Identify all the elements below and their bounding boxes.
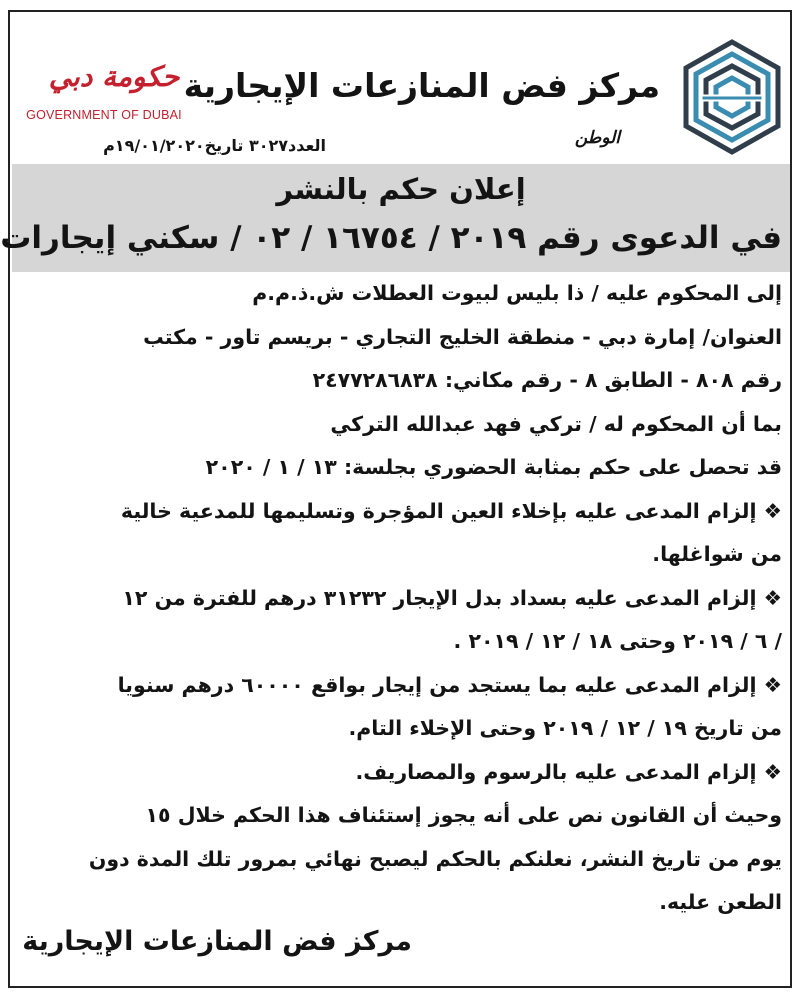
footer-signature: مركز فض المنازعات الإيجارية: [22, 926, 412, 957]
gov-logo-arabic: حكومة دبي: [48, 60, 180, 93]
gov-logo-english: GOVERNMENT OF DUBAI: [26, 108, 182, 122]
body-line: ❖ إلزام المدعى عليه بالرسوم والمصاريف.: [355, 759, 782, 784]
announcement-banner: [0, 164, 790, 272]
announcement-body: [22, 272, 782, 925]
banner-title: إعلان حكم بالنشر: [276, 172, 526, 206]
body-line: ❖ إلزام المدعى عليه بما يستجد من إيجار بواقع ٦٠٠٠٠ درهم سنويا: [117, 672, 782, 697]
body-line: إلى المحكوم عليه / ذا بليس لبيوت العطلات ش.ذ.م.م: [252, 281, 782, 305]
body-line: قد تحصل على حكم بمثابة الحضوري بجلسة: ١٣ / ١ / ٢٠٢٠: [205, 455, 782, 479]
rdsc-emblem-icon: [678, 38, 786, 156]
body-line: الطعن عليه.: [659, 890, 782, 914]
body-line: من تاريخ ١٩ / ١٢ / ٢٠١٩ وحتى الإخلاء التام.: [348, 716, 782, 740]
body-line: رقم ٨٠٨ - الطابق ٨ - رقم مكاني: ٢٤٧٧٢٨٦٨٣٨: [312, 368, 782, 392]
body-line: يوم من تاريخ النشر، نعلنكم بالحكم ليصبح نهائي بمرور تلك المدة دون: [88, 846, 782, 871]
body-line: / ٦ / ٢٠١٩ وحتى ١٨ / ١٢ / ٢٠١٩ .: [453, 629, 782, 653]
announcement-header: [10, 12, 794, 172]
body-line: ❖ إلزام المدعى عليه بسداد بدل الإيجار ٣١٢٣٢ درهم للفترة من ١٢: [122, 585, 782, 610]
center-title: مركز فض المنازعات الإيجارية: [183, 66, 660, 105]
body-line: وحيث أن القانون نص على أنه يجوز إستئناف هذا الحكم خلال ١٥: [145, 803, 782, 827]
body-line: من شواغلها.: [652, 542, 782, 566]
body-line: بما أن المحكوم له / تركي فهد عبدالله التركي: [330, 411, 782, 436]
body-line: ❖ إلزام المدعى عليه بإخلاء العين المؤجرة وتسليمها للمدعية خالية: [120, 498, 782, 523]
body-line: العنوان/ إمارة دبي - منطقة الخليج التجاري - بريسم تاور - مكتب: [143, 324, 782, 349]
government-of-dubai-logo: [24, 60, 184, 134]
issue-info: العدد٣٠٢٧ تاريخ١٩/٠١/٢٠٢٠م: [103, 136, 326, 155]
newspaper-name: الوطن: [574, 128, 620, 148]
case-number: في الدعوى رقم ٢٠١٩ / ١٦٧٥٤ / ٠٢ / سكني إيجارات: [0, 220, 782, 256]
announcement-frame: [0, 10, 792, 988]
